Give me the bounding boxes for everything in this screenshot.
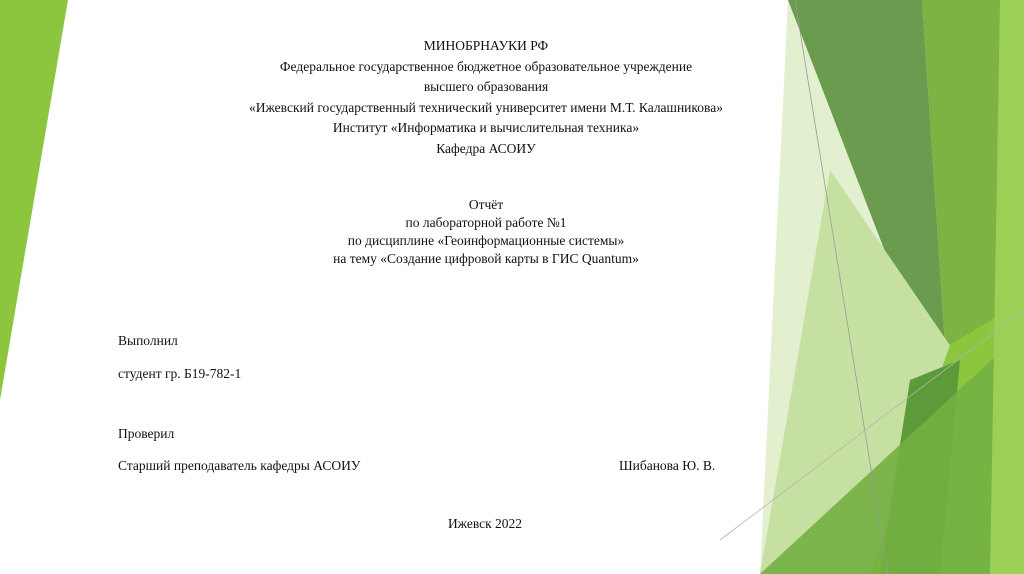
reviewer-position: Старший преподаватель кафедры АСОИУ	[118, 458, 361, 473]
reviewer-name: Шибанова Ю. В.	[619, 458, 716, 473]
report-lab-line: по лабораторной работе №1	[405, 215, 567, 230]
report-title: Отчёт	[468, 197, 504, 212]
university-name-line: «Ижевский государственный технический университет имени М.Т. Калашникова»	[249, 99, 723, 115]
city-year: Ижевск 2022	[447, 516, 523, 531]
reviewer-label: Проверил	[118, 426, 175, 441]
university-header	[249, 36, 723, 160]
author-student: студент гр. Б19-782-1	[118, 366, 242, 381]
department-line: Кафедра АСОИУ	[436, 140, 536, 156]
education-level-line: высшего образования	[423, 79, 549, 95]
ministry-line: МИНОБРНАУКИ РФ	[423, 38, 549, 53]
report-discipline-line: по дисциплине «Геоинформационные системы»	[347, 233, 625, 248]
report-topic-line: на тему «Создание цифровой карты в ГИС Quantum»	[333, 251, 639, 266]
left-green-wedge	[0, 0, 68, 400]
institute-line: Институт «Информатика и вычислительная техника»	[332, 120, 640, 136]
author-label: Выполнил	[118, 333, 178, 348]
institution-type-line: Федеральное государственное бюджетное образовательное учреждение	[279, 58, 693, 74]
report-title-block	[333, 196, 639, 268]
